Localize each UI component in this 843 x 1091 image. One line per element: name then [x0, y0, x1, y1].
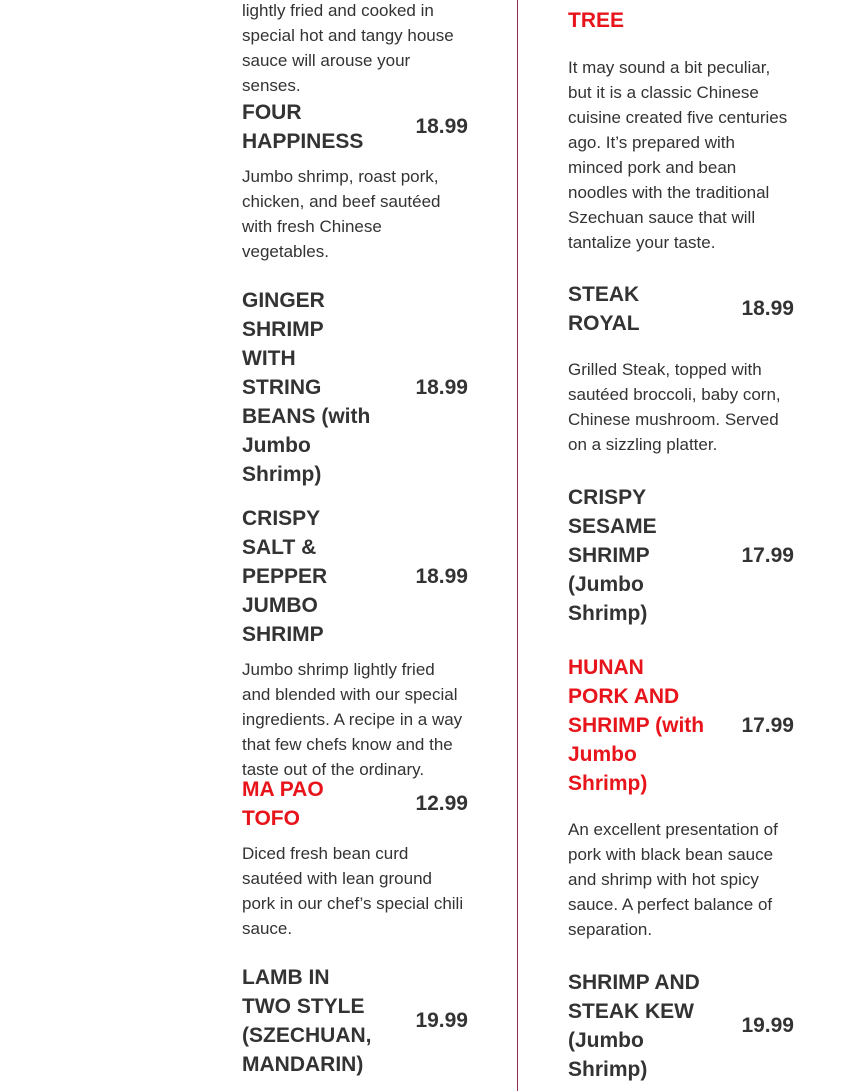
item-price: 18.99 — [415, 375, 468, 399]
menu-item-lamb-two-style — [242, 963, 468, 1079]
item-name: STEAK ROYAL — [568, 283, 640, 335]
item-name: CRISPY SESAME SHRIMP (Jumbo Shrimp) — [568, 486, 657, 625]
item-price: 17.99 — [741, 713, 794, 737]
item-name: CRISPY SALT & PEPPER JUMBO SHRIMP — [242, 507, 328, 646]
menu-item-crispy-sesame-shrimp — [568, 483, 794, 628]
item-price: 18.99 — [415, 564, 468, 588]
column-divider — [517, 0, 518, 1091]
item-name: SHRIMP AND STEAK KEW (Jumbo Shrimp) — [568, 971, 700, 1081]
menu-item-hunan-pork-shrimp — [568, 653, 794, 942]
menu-item-shrimp-steak-kew — [568, 968, 794, 1084]
menu-item-crispy-salt-pepper-shrimp — [242, 504, 468, 782]
item-price: 12.99 — [415, 792, 468, 815]
item-price: 18.99 — [741, 297, 794, 320]
item-name: GINGER SHRIMP WITH STRING BEANS (with Jumbo Shrimp) — [242, 289, 371, 486]
item-price: 19.99 — [741, 1014, 794, 1037]
item-description: Jumbo shrimp, roast pork, chicken, and beef sautéed with fresh Chinese vegetables. — [242, 167, 441, 261]
item-description-fragment: It may sound a bit peculiar, but it is a classic Chinese cuisine created five centuries ago. It’s prepared with minced pork and bean noodles with the traditional Szechuan sauce that will tantalize your taste. — [568, 58, 788, 252]
item-description-fragment: lightly fried and cooked in special hot and tangy house sauce will arouse your senses. — [242, 1, 454, 95]
item-price: 17.99 — [741, 543, 794, 567]
menu-item-ginger-shrimp — [242, 286, 468, 489]
item-description: An excellent presentation of pork with black bean sauce and shrimp with hot spicy sauce. A perfect balance of separation. — [568, 820, 778, 939]
menu-item-steak-royal — [568, 280, 794, 457]
item-name-fragment: TREE — [568, 9, 625, 32]
item-name: MA PAO TOFO — [242, 778, 324, 830]
item-name: HUNAN PORK AND SHRIMP (with Jumbo Shrimp) — [568, 656, 705, 795]
menu-item-ma-pao-tofo — [242, 775, 468, 941]
item-price: 18.99 — [415, 115, 468, 138]
item-description: Jumbo shrimp lightly fried and blended with our special ingredients. A recipe in a way that few chefs know and the taste out of the ordinary. — [242, 660, 463, 779]
item-description: Diced fresh bean curd sautéed with lean ground pork in our chef’s special chili sauce. — [242, 844, 464, 938]
item-name: FOUR HAPPINESS — [242, 101, 364, 153]
menu-item-four-happiness — [242, 98, 468, 264]
item-name: LAMB IN TWO STYLE (SZECHUAN, MANDARIN) — [242, 966, 372, 1076]
item-price: 19.99 — [415, 1009, 468, 1032]
item-description: Grilled Steak, topped with sautéed broccoli, baby corn, Chinese mushroom. Served on a sizzling platter. — [568, 360, 781, 454]
